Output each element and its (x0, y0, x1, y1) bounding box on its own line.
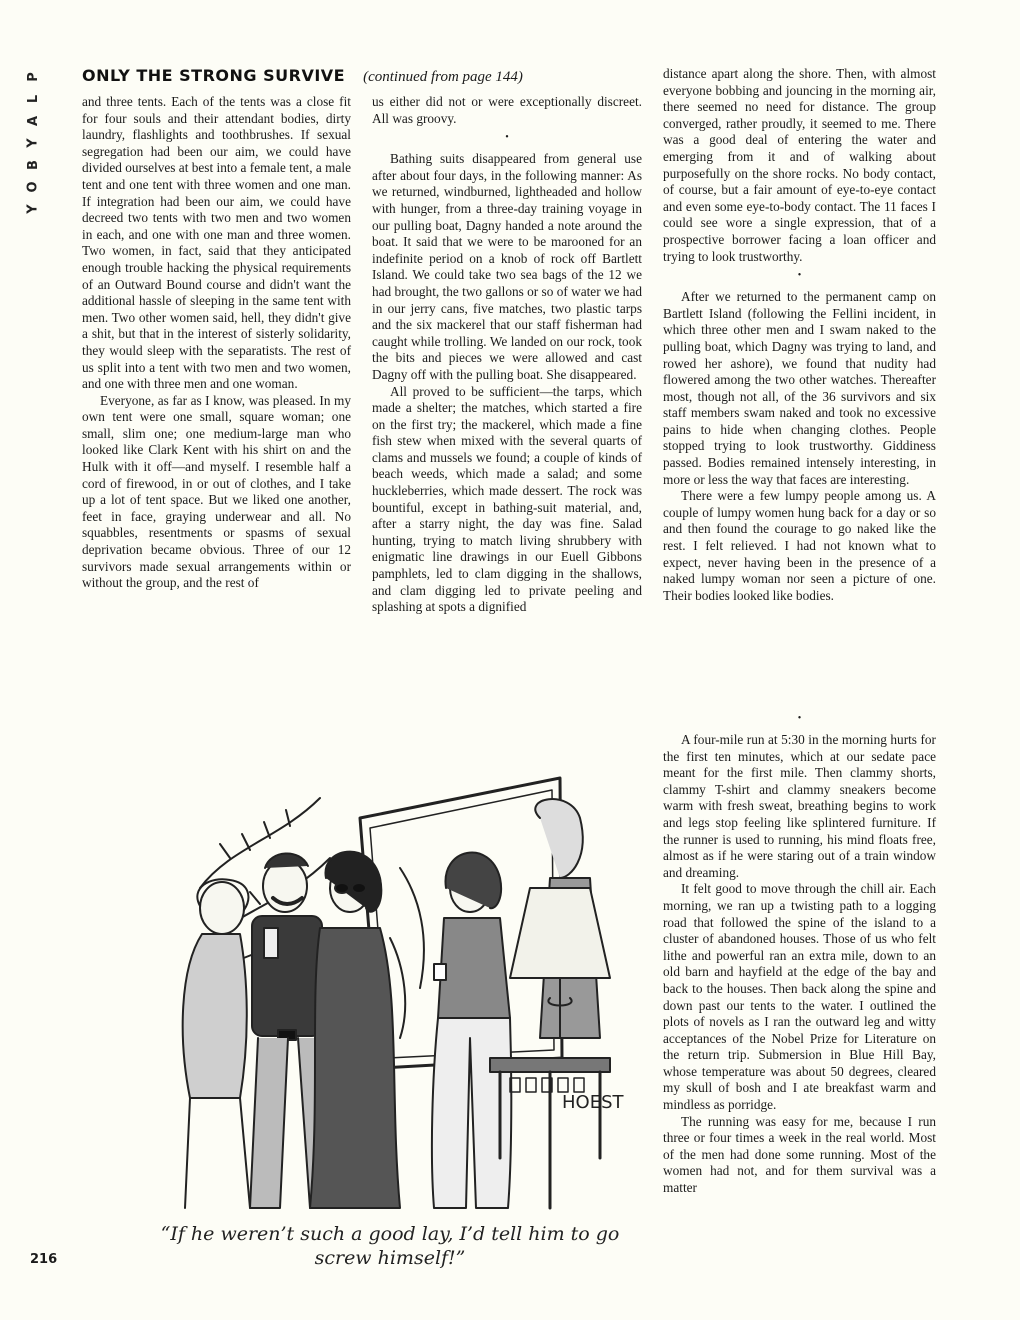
text-column-3 (663, 66, 936, 604)
magazine-letter: Y (25, 204, 41, 214)
magazine-letter: L (25, 94, 41, 104)
article-title: ONLY THE STRONG SURVIVE (82, 66, 346, 85)
magazine-letter: P (26, 72, 41, 82)
section-bullet: • (505, 132, 509, 144)
paragraph: All proved to be sufficient—the tarps, which made a shelter; the matches, which started a fire on the first try; the mackerel, which made a fine fish stew when mixed with the several quarts of clams and mussels we found; a couple of kinds of beach weeds, which made a salad; and some huckleberries, which made dessert. The rock was bountiful, except in bathing-suit material, and, after a starry night, the day was fine. Salad hunting, trying to match living shrubbery with enigmatic line drawings in our Euell Gibbons pamphlets, led to clam digging in the shallows, and clam digging led to private peeling and splashing at spots a dignified (372, 383, 642, 615)
section-bullet: • (797, 713, 802, 724)
continued-note: (continued from page 144) (363, 69, 523, 85)
paragraph: It felt good to move through the chill air. Each morning, we ran up a twisting path to a logging road that followed the spine of the island to a cluster of abandoned houses. Those of us who felt lithe and powerful ran an extra mile, down to an old barn and hayfield at the edge of the bay and back to the houses. Then back along the spine and down past our tents to the water. I outlined the plots of novels as I ran the outward leg and witty acceptances of the Nobel Prize for Literature on the return trip. Submersion in Blue Hill Bay, whose temperature was about 50 degrees, cleared my skull of bosh and I ate breakfast warm and mindless as porridge. (663, 881, 936, 1113)
text-column-2 (372, 94, 642, 616)
magazine-letter: O (26, 181, 41, 193)
article-heading (82, 66, 642, 90)
paragraph: Everyone, as far as I know, was pleased. In my own tent were one small, square woman; one small, slim one; one medium-large man who looked like Clark Kent with his shirt on and the Hulk with it off—and myself. I resemble half a cord of firewood, in or out of clothes, and I take up a lot of tent space. But we liked one another, feet in face, graying underwear and all. No squabbles, resentments or spasms of sexual deprivation became obvious. Three of our 12 survivors made sexual arrangements within or without the group, and the rest of (82, 392, 351, 591)
magazine-letter: Y (25, 138, 41, 148)
paragraph: The running was easy for me, because I run three or four times a week in the real world. Most of the men had done some running. Most of the women had not, and for them survival was a matter (663, 1113, 936, 1196)
magazine-name-vertical (26, 66, 42, 220)
paragraph: us either did not or were exceptionally discreet. All was groovy. (372, 94, 642, 126)
cartoonist-signature: HOEST (562, 1092, 624, 1113)
paragraph: Bathing suits disappeared from general use after about four days, in the following manner: As we returned, windburned, lightheaded and hollow with hunger, from a three-day training voyage in our pulling boat, Dagny handed a note around the boat. It said that we were to be marooned for an indefinite period on a knob of rock off Bartlett Island. We could take two sea bags of the 12 we had brought, the two gallons or so of water we had in our jerry cans, five matches, two plastic tarps and the six mackerel that our staff fisherman had caught while trolling. We landed on our rock, took the bits and pieces we were allowed and cast Dagny off with the pulling boat. She disappeared. (372, 151, 642, 382)
section-bullet: • (797, 270, 802, 282)
paragraph: distance apart along the shore. Then, with almost everyone bobbing and jouncing in the morning air, there seemed no need for distance. The group converged, rather proudly, it seemed to me. There was a good deal of entering the water and emerging from it and of walking about purposefully on the shore rocks. No body contact, of course, but a fair amount of eye-to-eye contact and even some eye-to-body contact. The 11 faces I could see wore a single expression, that of a prospective borrower facing a loan officer and trying to look trustworthy. (663, 66, 936, 264)
text-column-1 (82, 94, 351, 592)
paragraph: After we returned to the permanent camp on Bartlett Island (following the Fellini incident, in which three other men and I swam naked to the pulling boat, which Dagny was trying to land, and rowed her ashore), we found that nudity had flowered among the two other watches. Thereafter most, though not all, of the 36 survivors and six staff members swam naked and took no excessive pains to hide when changing clothes. People stopped trying to look trustworthy. Giddiness passed. Bodies remained intensely interesting, in more or less the way that faces are interesting. (663, 289, 936, 487)
cartoon-caption: “If he weren’t such a good lay, I’d tell him to go screw himself!” (160, 1223, 620, 1269)
text-column-3-lower (663, 708, 936, 1197)
paragraph: A four-mile run at 5:30 in the morning hurts for the first ten minutes, which at our sedate pace meant for the first mile. Then clammy shorts, clammy T-shirt and clammy sneakers become warm with fresh sweat, breathing begins to work and legs stop feeling like splintered furniture. If the runner is used to running, his mind floats free, almost as if he were staring out of a train window and dreaming. (663, 732, 936, 880)
magazine-letter: B (25, 160, 41, 170)
magazine-letter: A (26, 115, 41, 127)
paragraph: There were a few lumpy people among us. A couple of lumpy women hung back for a day or so and then found the courage to go naked like the rest. I felt relieved. I had not known what to expect, never having been in the presence of a naked lumpy woman nor seen a picture of one. Their bodies looked like bodies. (663, 488, 936, 603)
cartoon-illustration (170, 738, 628, 1216)
page-number: 216 (30, 1252, 58, 1267)
paragraph: and three tents. Each of the tents was a close fit for four souls and their attendant bodies, dirty laundry, flashlights and toothbrushes. If sexual segregation had been our aim, we could have divided ourselves at best into a female tent, a male tent and one tent with three women and one man. If integration had been our aim, we could have decreed two tents with two men and two women in each, and one with one man and three women. Two women, in fact, said that they anticipated enough trouble hacking the physical requirements of an Outward Bound course and didn't want the additional hassle of sleeping in the same tent with men. Two other women said, hell, they didn't give a shit, but that in the interest of sisterly solidarity, they would sleep with the separatists. The rest of us split into a tent with two men and two women, and one with three men and one woman. (82, 94, 351, 392)
